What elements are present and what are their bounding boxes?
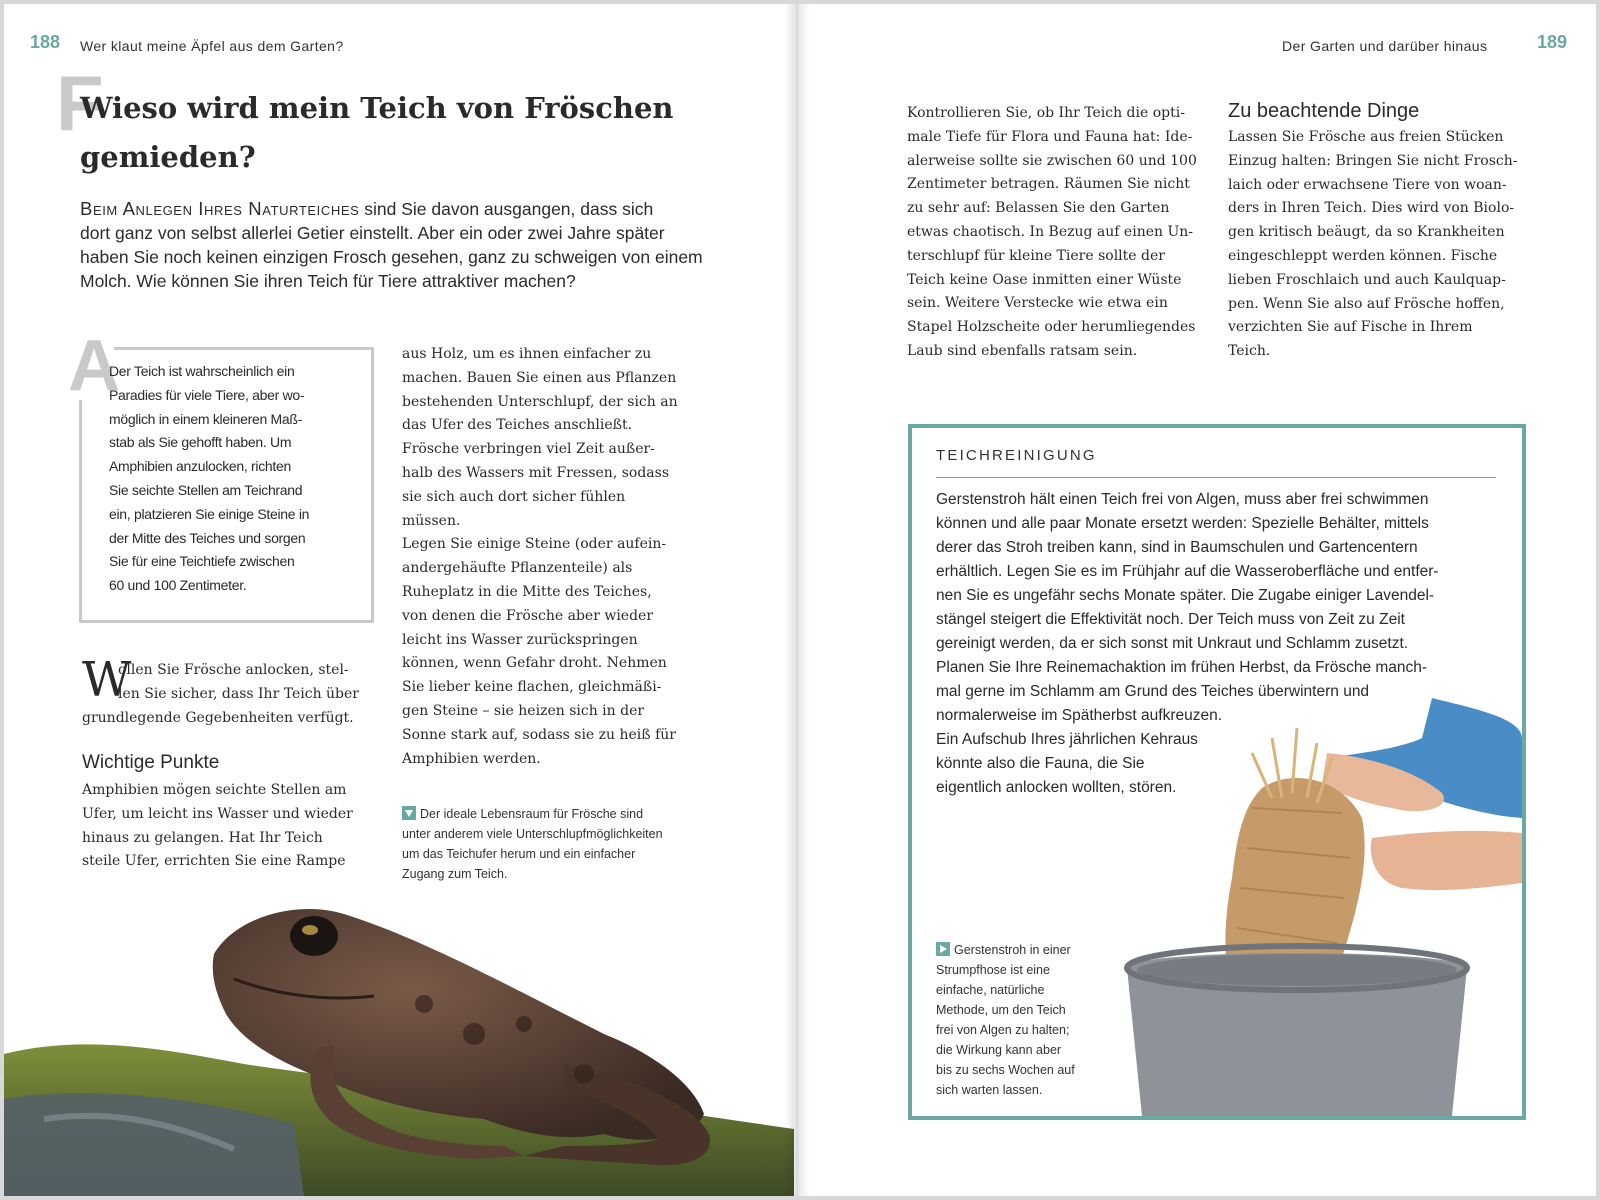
rc2-line: eingeschleppt werden können. Fische [1228,247,1498,264]
answer-drop-letter: A [68,326,120,406]
col2-line: sie sich auch dort sicher fühlen [402,488,626,505]
answer-line: Amphibien anzulocken, richten [109,458,291,475]
hand-lower [1371,831,1522,890]
rc2-line: verzichten Sie auf Fische in Ihrem [1228,319,1473,336]
answer-line: ein, platzieren Sie einige Steine in [109,505,310,522]
col2-line: Frösche verbringen viel Zeit außer- [402,441,655,458]
col2-line: können, wenn Gefahr droht. Nehmen [402,655,667,672]
left-page-number: 188 [30,32,61,52]
caption-line: Der ideale Lebensraum für Frösche sind [420,807,644,821]
lead-paragraph [80,197,780,293]
col2-line: gen Steine – sie heizen sich in der [402,702,645,719]
rc1-line: Teich keine Oase inmitten einer Wüste [907,271,1182,288]
page-title [80,84,770,182]
box-line: Planen Sie Ihre Reinemachaktion im frühen Herbst, da Frösche manch- [936,659,1428,676]
w-line: len Sie sicher, dass Ihr Teich über [118,685,359,702]
rc1-line: terschlupf für kleine Tiere sollte der [907,247,1165,264]
lead-line: dort ganz von selbst allerlei Getier einstellt. Aber ein oder zwei Jahre später [80,223,665,243]
frog-eye [290,916,338,956]
caption-line: bis zu sechs Wochen auf [936,1063,1075,1077]
rc2-line: gen kritisch beäugt, da so Krankheiten [1228,224,1505,241]
rc2-line: Lassen Sie Frösche aus freien Stücken [1228,129,1504,145]
box-line: Ein Aufschub Ihres jährlichen Kehraus [936,731,1198,748]
wichtige-punkte-text [82,779,382,874]
box-line: könnte also die Fauna, die Sie [936,755,1145,772]
answer-box-text [109,360,369,598]
col2-line: bestehenden Unterschlupf, der sich an [402,393,678,410]
w-drop-letter: W [82,652,132,708]
answer-line: Der Teich ist wahrscheinlich ein [109,363,295,379]
lead-line: sind Sie davon ausgangen, dass sich [359,199,654,219]
col2-line: machen. Bauen Sie einen aus Pflanzen [402,369,677,386]
box-line: gereinigt werden, da er sich sonst mit Unkraut und Schlamm zusetzt. [936,635,1409,652]
caption-arrow-icon [936,942,950,956]
caption-line: einfache, natürliche [936,983,1045,997]
wp-line: steile Ufer, errichten Sie eine Rampe [82,853,346,870]
lead-line: Molch. Wie können Sie ihren Teich für Tiere attraktiver machen? [80,271,576,291]
rc2-line: Einzug halten: Bringen Sie nicht Frosch- [1228,152,1518,169]
caption-arrow-icon [402,806,416,820]
wp-line: Amphibien mögen seichte Stellen am [82,782,347,798]
answer-line: der Mitte des Teiches und sorgen [109,529,306,546]
col2-line: Sonne stark auf, sodass sie zu heiß für [402,726,676,743]
box-line: normalerweise im Spätherbst aufkreuzen. [936,707,1223,724]
caption-line: Strumpfhose ist eine [936,963,1050,977]
w-paragraph-lines [118,659,388,707]
box-line: mal gerne im Schlamm am Grund des Teiches überwintern und [936,683,1370,700]
col2-line: von denen die Frösche aber wieder [402,607,654,624]
zu-beachtende-heading: Zu beachtende Dinge [1228,100,1420,122]
box-line: nen Sie es ungefähr sechs Monate später. Die Zugabe einiger Lavendel- [936,587,1435,604]
teichreinigung-heading: TEICHREINIGUNG [936,447,1097,464]
answer-line: stab als Sie gehofft haben. Um [109,434,292,451]
right-running-head: Der Garten und darüber hinaus [1282,38,1488,54]
wp-line: Ufer, um leicht ins Wasser und wieder [82,805,353,822]
rc1-line: male Tiefe für Flora und Fauna hat: Ide- [907,128,1193,145]
rc2-line: laich oder erwachsene Tiere von woan- [1228,176,1507,193]
right-column-1 [907,102,1217,364]
col2-line: müssen. [402,512,461,529]
rc1-line: Zentimeter betragen. Räumen Sie nicht [907,176,1190,193]
lead-small-caps: Beim Anlegen Ihres Naturteiches [80,198,360,219]
rc1-line: sein. Weitere Verstecke wie etwa ein [907,295,1168,312]
rc2-line: pen. Wenn Sie also auf Frösche hoffen, [1228,295,1505,312]
col2-line: andergehäufte Pflanzenteile) als [402,560,633,577]
book-spread [4,4,1596,1196]
left-running-head: Wer klaut meine Äpfel aus dem Garten? [80,38,344,54]
caption-line: frei von Algen zu halten; [936,1023,1070,1037]
title-line: gemieden? [80,140,256,174]
title-drop-letter: F [56,59,104,147]
box-line: erhältlich. Legen Sie es im Frühjahr auf die Wasseroberfläche und entfer- [936,563,1439,580]
answer-line: Sie für eine Teichtiefe zwischen [109,553,295,570]
box-line: stängel steigert die Effektivität noch. Der Teich muss von Zeit zu Zeit [936,611,1405,628]
col2-line: Ruheplatz in die Mitte des Teiches, [402,583,652,600]
col2-line: Amphibien werden. [402,750,541,767]
col2-line: aus Holz, um es ihnen einfacher zu [402,346,652,362]
col2-line: leicht ins Wasser zurückspringen [402,631,638,648]
caption-line: Gerstenstroh in einer [954,943,1071,957]
answer-line: möglich in einem kleineren Maß- [109,410,303,427]
col2-line: halb des Wassers mit Fressen, sodass [402,464,670,481]
answer-line: Sie seichte Stellen am Teichrand [109,481,303,498]
title-line: Wieso wird mein Teich von Fröschen [80,91,674,125]
w-line: ollen Sie Frösche anlocken, stel- [118,662,349,678]
right-column-2 [1228,126,1558,364]
box-line: eigentlich anlocken wollten, stören. [936,779,1177,796]
frog-caption [402,804,722,884]
caption-line: um das Teichufer herum und ein einfacher [402,847,636,861]
rc1-line: zu sehr auf: Belassen Sie den Garten [907,200,1170,217]
rc2-line: Teich. [1228,343,1271,360]
rc1-line: alerweise sollte sie zwischen 60 und 100 [907,152,1197,169]
wp-line: hinaus zu gelangen. Hat Ihr Teich [82,829,323,846]
col2-line: Sie lieber keine flachen, gleichmäßi- [402,679,662,696]
book-gutter [784,4,810,1196]
box-line: Gerstenstroh hält einen Teich frei von Algen, muss aber frei schwimmen [936,491,1429,508]
answer-line: 60 und 100 Zentimeter. [109,577,247,594]
frog-photo [4,884,794,1196]
answer-line: Paradies für viele Tiere, aber wo- [109,386,305,403]
left-column-2 [402,343,712,771]
caption-line: Methode, um den Teich [936,1003,1066,1017]
box-line: können und alle paar Monate ersetzt werden: Spezielle Behälter, mittels [936,515,1429,532]
caption-line: sich warten lassen. [936,1083,1043,1097]
col2-line: das Ufer des Teiches anschließt. [402,417,633,434]
right-page-number: 189 [1537,32,1568,52]
rc2-line: lieben Froschlaich und auch Kaulquap- [1228,271,1506,288]
rc1-line: Stapel Holzscheite oder herumliegendes [907,319,1196,336]
rc1-line: Kontrollieren Sie, ob Ihr Teich die opti- [907,105,1185,121]
rc1-line: Laub sind ebenfalls ratsam sein. [907,342,1138,359]
rc1-line: etwas chaotisch. In Bezug auf einen Un- [907,223,1194,240]
col2-line: Legen Sie einige Steine (oder aufein- [402,536,667,553]
box-divider [936,477,1496,478]
teichreinigung-text [936,488,1506,800]
straw-caption [936,940,1116,1100]
caption-line: die Wirkung kann aber [936,1043,1062,1057]
box-line: derer das Stroh treiben kann, sind in Baumschulen und Gartencentern [936,539,1418,556]
w-paragraph-last: grundlegende Gegebenheiten verfügt. [82,710,354,726]
caption-line: unter anderem viele Unterschlupfmöglichkeiten [402,827,663,841]
lead-line: haben Sie noch keinen einzigen Frosch gesehen, ganz zu schweigen von einem [80,247,703,267]
caption-line: Zugang zum Teich. [402,867,508,881]
rc2-line: ders in Ihren Teich. Dies wird von Biolo- [1228,200,1515,217]
wichtige-punkte-heading: Wichtige Punkte [82,752,220,773]
